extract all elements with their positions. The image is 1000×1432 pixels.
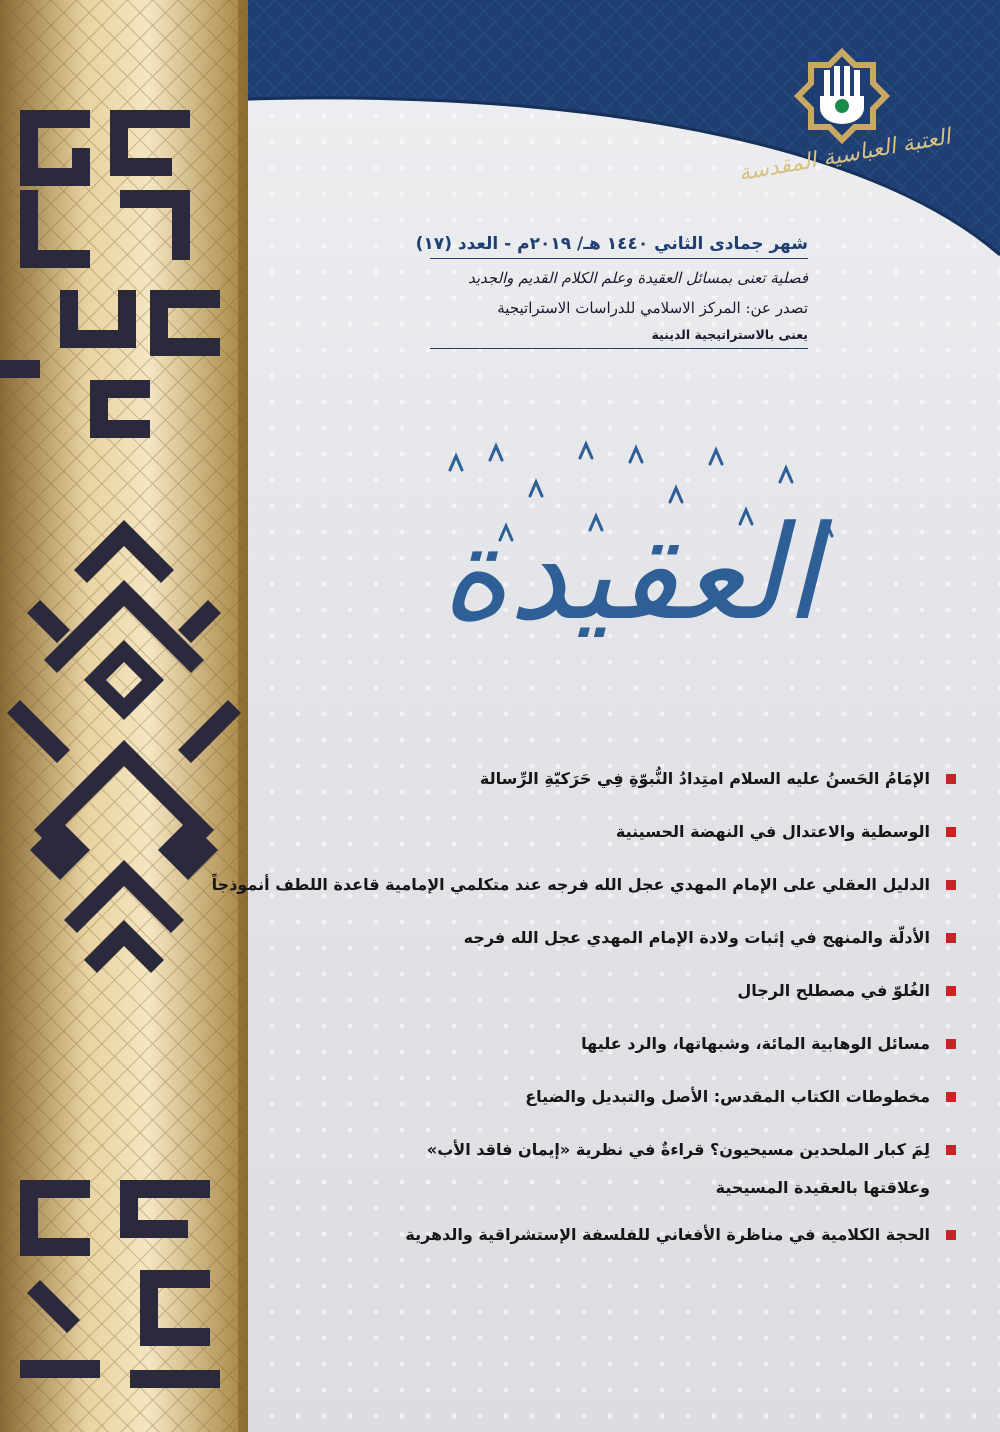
bullet-square-icon xyxy=(946,774,956,784)
journal-title xyxy=(380,440,880,670)
list-item: مسائل الوهابية المائة، وشبهاتها، والرد عليها xyxy=(300,1027,956,1061)
bullet-square-icon xyxy=(946,880,956,890)
bullet-square-icon xyxy=(946,933,956,943)
list-item: مخطوطات الكتاب المقدس: الأصل والتبديل والضياع xyxy=(300,1080,956,1114)
list-item: الغُلوّ في مصطلح الرجال xyxy=(300,974,956,1008)
contents-list xyxy=(211,762,956,1252)
journal-subtitle: فصلية تعنى بمسائل العقيدة وعلم الكلام القديم والجديد xyxy=(467,269,808,287)
logo-text xyxy=(722,122,966,180)
list-item: الوسطية والاعتدال في النهضة الحسينية xyxy=(300,815,956,849)
bullet-square-icon xyxy=(946,1039,956,1049)
list-item: الإمَامُ الحَسنُ عليه السلام امتِدادُ النُّبوّةِ فِي حَرَكيّةِ الرِّسالة xyxy=(300,762,956,796)
concern-line: يعنى بالاستراتيجية الدينية xyxy=(430,327,808,349)
svg-text:العتبة العباسية المقدسة: العتبة العباسية المقدسة xyxy=(736,124,953,180)
issue-info-block xyxy=(415,232,808,349)
publisher-line: تصدر عن: المركز الاسلامي للدراسات الاستراتيجية xyxy=(497,299,808,317)
list-item: الحجة الكلامية في مناظرة الأفغاني للفلسفة الإستشراقية والدهرية xyxy=(300,1218,956,1252)
list-item: لِمَ كبار الملحدين مسيحيون؟ قراءةٌ في نظرية «إيمان فاقد الأب» وعلاقتها بالعقيدة المسيحية xyxy=(300,1133,956,1205)
list-item: الدليل العقلي على الإمام المهدي عجل الله فرجه عند متكلمي الإمامية قاعدة اللطف أنموذجاً xyxy=(300,868,956,902)
bullet-square-icon xyxy=(946,986,956,996)
bullet-square-icon xyxy=(946,1092,956,1102)
gold-kufic-strip xyxy=(0,0,248,1432)
bullet-square-icon xyxy=(946,1145,956,1155)
list-item: الأدلّة والمنهج في إثبات ولادة الإمام المهدي عجل الله فرجه xyxy=(300,921,956,955)
issue-date-line: شهر جمادى الثاني ١٤٤٠ هـ/ ٢٠١٩م - العدد (١٧) xyxy=(430,232,808,259)
svg-text:العقيدة: العقيدة xyxy=(440,497,820,649)
bullet-square-icon xyxy=(946,1230,956,1240)
bullet-square-icon xyxy=(946,827,956,837)
